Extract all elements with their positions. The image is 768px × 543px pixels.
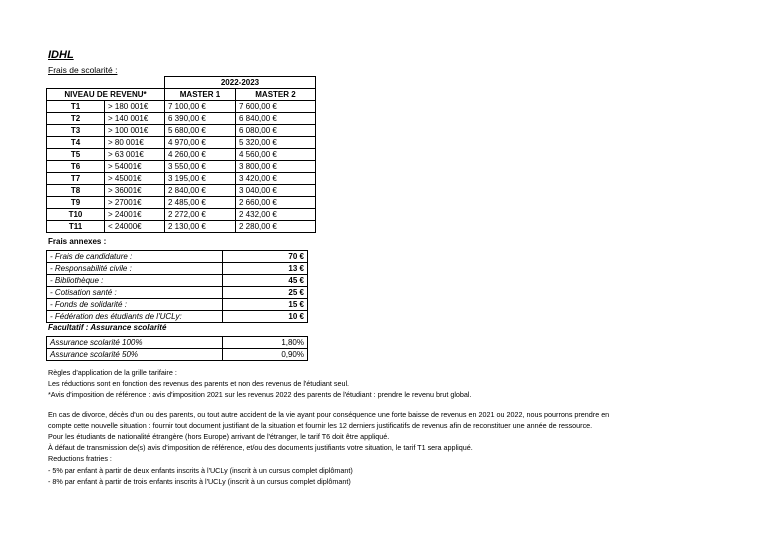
table-row <box>47 263 308 275</box>
fees-subtitle: Frais de scolarité : <box>48 65 118 75</box>
item-label: - Bibliothèque : <box>47 275 223 287</box>
level-cell: T9 <box>47 197 105 209</box>
notes-block <box>48 367 748 487</box>
table-row <box>47 349 308 361</box>
note-line: Les réductions sont en fonction des revenus des parents et non des revenus de l'étudiant seul. <box>48 379 350 389</box>
range-cell: > 54001€ <box>105 161 165 173</box>
item-label: - Cotisation santé : <box>47 287 223 299</box>
master2-cell: 2 660,00 € <box>236 197 316 209</box>
item-label: - Responsabilité civile : <box>47 263 223 275</box>
insurance-label: Facultatif : Assurance scolarité <box>48 323 167 332</box>
table-row <box>47 197 316 209</box>
column-header-master1: MASTER 1 <box>165 89 236 101</box>
item-value: 45 € <box>223 275 308 287</box>
note-line: compte cette nouvelle situation : fournir tout document justifiant de la situation et fournir les 12 derniers justificatifs de revenus afin de reconstituer une année de ressource. <box>48 420 593 430</box>
table-row <box>47 311 308 323</box>
master1-cell: 4 260,00 € <box>165 149 236 161</box>
master1-cell: 2 840,00 € <box>165 185 236 197</box>
level-cell: T11 <box>47 221 105 233</box>
note-line: À défaut de transmission de(s) avis d'imposition de référence, et/ou des documents justifiants votre situation, le tarif T1 sera appliqué. <box>48 443 473 453</box>
range-cell: > 140 001€ <box>105 113 165 125</box>
level-cell: T1 <box>47 101 105 113</box>
table-row <box>47 287 308 299</box>
note-line: Pour les étudiants de nationalité étrangère (hors Europe) arrivant de l'étranger, le tarif T6 doit être appliqué. <box>48 432 390 442</box>
table-row <box>47 125 316 137</box>
master2-cell: 5 320,00 € <box>236 137 316 149</box>
master1-cell: 3 550,00 € <box>165 161 236 173</box>
master1-cell: 3 195,00 € <box>165 173 236 185</box>
notes-details <box>48 409 748 487</box>
range-cell: > 63 001€ <box>105 149 165 161</box>
master2-cell: 6 840,00 € <box>236 113 316 125</box>
level-cell: T4 <box>47 137 105 149</box>
notes-rules <box>48 367 748 401</box>
year-header-row <box>47 77 316 89</box>
range-cell: > 27001€ <box>105 197 165 209</box>
range-cell: > 45001€ <box>105 173 165 185</box>
item-value: 1,80% <box>223 337 308 349</box>
level-cell: T7 <box>47 173 105 185</box>
master1-cell: 7 100,00 € <box>165 101 236 113</box>
table-row <box>47 101 316 113</box>
insurance-table <box>46 336 308 361</box>
item-value: 13 € <box>223 263 308 275</box>
master2-cell: 6 080,00 € <box>236 125 316 137</box>
column-header-master2: MASTER 2 <box>236 89 316 101</box>
table-row <box>47 209 316 221</box>
table-row <box>47 185 316 197</box>
note-line: *Avis d'imposition de référence : avis d'imposition 2021 sur les revenus 2022 des parents de l'étudiant : prendre le revenu brut global. <box>48 390 472 400</box>
master1-cell: 2 130,00 € <box>165 221 236 233</box>
annex-fees-table <box>46 250 308 323</box>
level-cell: T8 <box>47 185 105 197</box>
item-label: Assurance scolarité 100% <box>47 337 223 349</box>
master1-cell: 5 680,00 € <box>165 125 236 137</box>
note-line: Reductions fratries : <box>48 454 112 464</box>
level-cell: T3 <box>47 125 105 137</box>
level-cell: T5 <box>47 149 105 161</box>
note-line: - 8% par enfant à partir de trois enfants inscrits à l'UCLy (inscrit à un cursus complet diplômant) <box>48 476 351 486</box>
item-label: - Fédération des étudiants de l'UCLy: <box>47 311 223 323</box>
master2-cell: 7 600,00 € <box>236 101 316 113</box>
range-cell: > 24001€ <box>105 209 165 221</box>
master2-cell: 3 800,00 € <box>236 161 316 173</box>
master2-cell: 3 040,00 € <box>236 185 316 197</box>
item-label: Assurance scolarité 50% <box>47 349 223 361</box>
table-row <box>47 137 316 149</box>
master1-cell: 6 390,00 € <box>165 113 236 125</box>
item-value: 15 € <box>223 299 308 311</box>
master1-cell: 2 272,00 € <box>165 209 236 221</box>
table-row <box>47 149 316 161</box>
year-header: 2022-2023 <box>165 77 316 89</box>
table-row <box>47 337 308 349</box>
master2-cell: 3 420,00 € <box>236 173 316 185</box>
table-row <box>47 221 316 233</box>
note-line: Règles d'application de la grille tarifaire : <box>48 368 177 377</box>
item-label: - Fonds de solidarité : <box>47 299 223 311</box>
master2-cell: 2 280,00 € <box>236 221 316 233</box>
range-cell: > 100 001€ <box>105 125 165 137</box>
level-cell: T2 <box>47 113 105 125</box>
column-header-row <box>47 89 316 101</box>
table-row <box>47 251 308 263</box>
master2-cell: 4 560,00 € <box>236 149 316 161</box>
master2-cell: 2 432,00 € <box>236 209 316 221</box>
level-cell: T10 <box>47 209 105 221</box>
range-cell: > 180 001€ <box>105 101 165 113</box>
level-cell: T6 <box>47 161 105 173</box>
range-cell: < 24000€ <box>105 221 165 233</box>
tuition-fees-table <box>46 76 316 233</box>
column-header-income: NIVEAU DE REVENU* <box>47 89 165 101</box>
range-cell: > 36001€ <box>105 185 165 197</box>
table-row <box>47 299 308 311</box>
table-row <box>47 173 316 185</box>
table-row <box>47 275 308 287</box>
master1-cell: 4 970,00 € <box>165 137 236 149</box>
table-row <box>47 113 316 125</box>
table-row <box>47 161 316 173</box>
range-cell: > 80 001€ <box>105 137 165 149</box>
page-title: IDHL <box>48 49 74 61</box>
item-label: - Frais de candidature : <box>47 251 223 263</box>
master1-cell: 2 485,00 € <box>165 197 236 209</box>
item-value: 25 € <box>223 287 308 299</box>
annexes-label: Frais annexes : <box>48 237 107 246</box>
note-line: - 5% par enfant à partir de deux enfants inscrits à l'UCLy (inscrit à un cursus complet diplômant) <box>48 465 353 475</box>
note-line: En cas de divorce, décès d'un ou des parents, ou tout autre accident de la vie ayant pour conséquence une forte baisse de revenus en 2021 ou 2022, nous pourrons prendre en <box>48 409 610 419</box>
item-value: 70 € <box>223 251 308 263</box>
item-value: 10 € <box>223 311 308 323</box>
item-value: 0,90% <box>223 349 308 361</box>
